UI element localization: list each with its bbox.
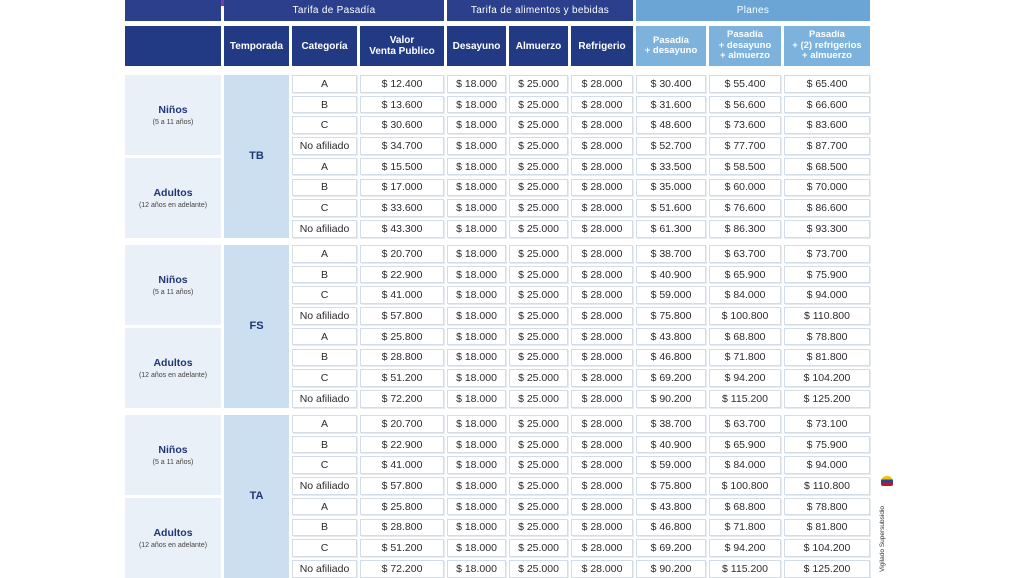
- age-group-subtitle: (5 a 11 años): [152, 288, 194, 296]
- table-cell-almuerzo: $ 25.000: [509, 116, 568, 134]
- table-cell-plan2: $ 100.800: [709, 477, 781, 495]
- table-cell-plan1: $ 40.900: [636, 266, 706, 284]
- table-cell-plan1: $ 59.000: [636, 286, 706, 304]
- table-cell-plan2: $ 100.800: [709, 307, 781, 325]
- table-cell-plan1: $ 43.800: [636, 328, 706, 346]
- table-cell-plan3: $ 93.300: [784, 220, 870, 238]
- age-group-title: Niños: [158, 273, 188, 286]
- table-cell-refrigerio: $ 28.000: [571, 307, 633, 325]
- table-cell-valor: $ 12.400: [360, 75, 444, 93]
- table-cell-desayuno: $ 18.000: [447, 266, 506, 284]
- column-header-plan3-line3: + almuerzo: [802, 50, 852, 62]
- age-group-subtitle: (5 a 11 años): [152, 118, 194, 126]
- table-cell-refrigerio: $ 28.000: [571, 179, 633, 197]
- age-group-title: Adultos: [153, 356, 193, 369]
- table-cell-categoria: No afiliado: [292, 560, 357, 578]
- group-header-dark-left: [125, 0, 221, 21]
- table-cell-refrigerio: $ 28.000: [571, 349, 633, 367]
- table-cell-valor: $ 25.800: [360, 498, 444, 516]
- table-cell-desayuno: $ 18.000: [447, 415, 506, 433]
- table-cell-plan1: $ 90.200: [636, 560, 706, 578]
- table-cell-plan1: $ 51.600: [636, 199, 706, 217]
- age-group-title: Niños: [158, 103, 188, 116]
- table-cell-almuerzo: $ 25.000: [509, 539, 568, 557]
- age-group-subtitle: (12 años en adelante): [138, 371, 208, 379]
- table-cell-plan3: $ 94.000: [784, 456, 870, 474]
- table-cell-categoria: C: [292, 456, 357, 474]
- table-cell-valor: $ 25.800: [360, 328, 444, 346]
- table-cell-refrigerio: $ 28.000: [571, 436, 633, 454]
- table-cell-plan3: $ 68.500: [784, 158, 870, 176]
- table-cell-plan1: $ 31.600: [636, 96, 706, 114]
- table-cell-almuerzo: $ 25.000: [509, 179, 568, 197]
- table-cell-categoria: A: [292, 75, 357, 93]
- table-cell-plan3: $ 86.600: [784, 199, 870, 217]
- table-cell-plan2: $ 56.600: [709, 96, 781, 114]
- table-cell-plan1: $ 46.800: [636, 519, 706, 537]
- table-cell-categoria: B: [292, 349, 357, 367]
- table-cell-refrigerio: $ 28.000: [571, 286, 633, 304]
- table-cell-valor: $ 22.900: [360, 266, 444, 284]
- age-group-title: Niños: [158, 443, 188, 456]
- vigilado-stamp: [876, 476, 900, 576]
- column-header-categoria: Categoría: [292, 26, 357, 66]
- table-cell-almuerzo: $ 25.000: [509, 245, 568, 263]
- table-cell-desayuno: $ 18.000: [447, 307, 506, 325]
- table-cell-plan3: $ 78.800: [784, 498, 870, 516]
- table-cell-categoria: B: [292, 179, 357, 197]
- table-cell-almuerzo: $ 25.000: [509, 390, 568, 408]
- header-blank: [125, 26, 221, 66]
- table-cell-desayuno: $ 18.000: [447, 75, 506, 93]
- table-cell-desayuno: $ 18.000: [447, 519, 506, 537]
- table-cell-almuerzo: $ 25.000: [509, 456, 568, 474]
- table-cell-refrigerio: $ 28.000: [571, 96, 633, 114]
- table-cell-valor: $ 34.700: [360, 137, 444, 155]
- table-cell-valor: $ 51.200: [360, 369, 444, 387]
- table-cell-categoria: C: [292, 199, 357, 217]
- column-header-valor-line2: Venta Publico: [369, 46, 435, 57]
- table-cell-plan1: $ 48.600: [636, 116, 706, 134]
- column-header-desayuno: Desayuno: [447, 26, 506, 66]
- table-cell-plan1: $ 43.800: [636, 498, 706, 516]
- table-cell-valor: $ 22.900: [360, 436, 444, 454]
- table-cell-refrigerio: $ 28.000: [571, 137, 633, 155]
- table-cell-refrigerio: $ 28.000: [571, 415, 633, 433]
- table-cell-categoria: A: [292, 415, 357, 433]
- table-cell-desayuno: $ 18.000: [447, 560, 506, 578]
- table-cell-plan2: $ 65.900: [709, 266, 781, 284]
- table-cell-valor: $ 28.800: [360, 349, 444, 367]
- season-cell-tb: TB: [224, 75, 289, 238]
- table-cell-plan1: $ 38.700: [636, 245, 706, 263]
- table-cell-plan1: $ 52.700: [636, 137, 706, 155]
- table-cell-plan3: $ 73.700: [784, 245, 870, 263]
- column-header-plan2-line1: Pasadía: [727, 29, 763, 41]
- table-cell-valor: $ 57.800: [360, 477, 444, 495]
- table-cell-refrigerio: $ 28.000: [571, 560, 633, 578]
- table-cell-valor: $ 30.600: [360, 116, 444, 134]
- table-cell-plan1: $ 59.000: [636, 456, 706, 474]
- table-cell-categoria: No afiliado: [292, 477, 357, 495]
- table-cell-plan3: $ 78.800: [784, 328, 870, 346]
- table-cell-refrigerio: $ 28.000: [571, 116, 633, 134]
- table-cell-valor: $ 72.200: [360, 390, 444, 408]
- table-cell-plan2: $ 68.800: [709, 328, 781, 346]
- group-header-planes: Planes: [636, 0, 870, 21]
- table-cell-desayuno: $ 18.000: [447, 369, 506, 387]
- column-header-plan2: [709, 26, 781, 66]
- age-group-subtitle: (5 a 11 años): [152, 458, 194, 466]
- table-cell-plan1: $ 69.200: [636, 369, 706, 387]
- table-cell-valor: $ 72.200: [360, 560, 444, 578]
- column-header-temporada: Temporada: [224, 26, 289, 66]
- table-cell-plan2: $ 55.400: [709, 75, 781, 93]
- table-cell-desayuno: $ 18.000: [447, 116, 506, 134]
- table-cell-plan2: $ 63.700: [709, 245, 781, 263]
- table-cell-valor: $ 17.000: [360, 179, 444, 197]
- table-cell-almuerzo: $ 25.000: [509, 286, 568, 304]
- table-cell-almuerzo: $ 25.000: [509, 519, 568, 537]
- table-cell-plan3: $ 87.700: [784, 137, 870, 155]
- table-cell-desayuno: $ 18.000: [447, 477, 506, 495]
- table-cell-desayuno: $ 18.000: [447, 179, 506, 197]
- table-cell-desayuno: $ 18.000: [447, 436, 506, 454]
- table-cell-valor: $ 13.600: [360, 96, 444, 114]
- table-cell-almuerzo: $ 25.000: [509, 560, 568, 578]
- table-cell-plan2: $ 115.200: [709, 390, 781, 408]
- table-cell-valor: $ 20.700: [360, 415, 444, 433]
- table-cell-almuerzo: $ 25.000: [509, 498, 568, 516]
- age-group-ninos: [125, 75, 221, 155]
- season-cell-ta: TA: [224, 415, 289, 578]
- table-cell-plan3: $ 94.000: [784, 286, 870, 304]
- table-cell-categoria: A: [292, 498, 357, 516]
- table-cell-desayuno: $ 18.000: [447, 390, 506, 408]
- table-cell-desayuno: $ 18.000: [447, 456, 506, 474]
- table-cell-desayuno: $ 18.000: [447, 137, 506, 155]
- table-cell-plan3: $ 75.900: [784, 266, 870, 284]
- age-group-adultos: [125, 158, 221, 238]
- table-cell-plan3: $ 81.800: [784, 349, 870, 367]
- table-cell-almuerzo: $ 25.000: [509, 328, 568, 346]
- group-header-alimentos: Tarifa de alimentos y bebidas: [447, 0, 633, 21]
- table-cell-almuerzo: $ 25.000: [509, 349, 568, 367]
- table-cell-plan2: $ 76.600: [709, 199, 781, 217]
- table-cell-plan3: $ 66.600: [784, 96, 870, 114]
- table-cell-plan1: $ 30.400: [636, 75, 706, 93]
- table-cell-categoria: A: [292, 328, 357, 346]
- column-header-plan2-line2: + desayuno: [718, 39, 772, 51]
- table-cell-valor: $ 33.600: [360, 199, 444, 217]
- table-cell-plan1: $ 75.800: [636, 307, 706, 325]
- table-cell-valor: $ 43.300: [360, 220, 444, 238]
- table-cell-plan1: $ 90.200: [636, 390, 706, 408]
- table-cell-almuerzo: $ 25.000: [509, 369, 568, 387]
- table-cell-categoria: B: [292, 266, 357, 284]
- table-cell-plan3: $ 81.800: [784, 519, 870, 537]
- column-header-plan2-line3: + almuerzo: [720, 50, 770, 62]
- table-cell-categoria: C: [292, 539, 357, 557]
- vigilado-text: Vigilado Supersubsidio: [879, 505, 886, 572]
- table-cell-desayuno: $ 18.000: [447, 199, 506, 217]
- table-cell-plan2: $ 94.200: [709, 539, 781, 557]
- table-cell-plan3: $ 104.200: [784, 369, 870, 387]
- table-cell-almuerzo: $ 25.000: [509, 75, 568, 93]
- table-cell-categoria: B: [292, 96, 357, 114]
- table-cell-refrigerio: $ 28.000: [571, 539, 633, 557]
- season-cell-fs: FS: [224, 245, 289, 408]
- table-cell-plan2: $ 77.700: [709, 137, 781, 155]
- table-cell-categoria: No afiliado: [292, 220, 357, 238]
- table-cell-desayuno: $ 18.000: [447, 96, 506, 114]
- table-cell-desayuno: $ 18.000: [447, 349, 506, 367]
- age-group-subtitle: (12 años en adelante): [138, 201, 208, 209]
- table-cell-plan1: $ 38.700: [636, 415, 706, 433]
- table-cell-desayuno: $ 18.000: [447, 286, 506, 304]
- table-cell-refrigerio: $ 28.000: [571, 75, 633, 93]
- table-cell-desayuno: $ 18.000: [447, 220, 506, 238]
- table-cell-plan3: $ 104.200: [784, 539, 870, 557]
- table-cell-almuerzo: $ 25.000: [509, 199, 568, 217]
- table-cell-categoria: A: [292, 245, 357, 263]
- column-header-almuerzo: Almuerzo: [509, 26, 568, 66]
- table-cell-almuerzo: $ 25.000: [509, 477, 568, 495]
- table-cell-plan2: $ 84.000: [709, 456, 781, 474]
- table-cell-categoria: No afiliado: [292, 137, 357, 155]
- table-cell-plan2: $ 63.700: [709, 415, 781, 433]
- table-cell-plan3: $ 83.600: [784, 116, 870, 134]
- table-cell-refrigerio: $ 28.000: [571, 220, 633, 238]
- table-cell-refrigerio: $ 28.000: [571, 245, 633, 263]
- column-header-plan1-line1: Pasadía: [653, 34, 689, 46]
- table-cell-plan2: $ 58.500: [709, 158, 781, 176]
- table-cell-plan2: $ 71.800: [709, 519, 781, 537]
- table-cell-plan1: $ 75.800: [636, 477, 706, 495]
- table-cell-plan2: $ 73.600: [709, 116, 781, 134]
- table-cell-plan1: $ 61.300: [636, 220, 706, 238]
- table-cell-plan2: $ 115.200: [709, 560, 781, 578]
- table-cell-plan3: $ 65.400: [784, 75, 870, 93]
- table-cell-categoria: A: [292, 158, 357, 176]
- table-cell-refrigerio: $ 28.000: [571, 456, 633, 474]
- table-cell-plan2: $ 86.300: [709, 220, 781, 238]
- table-cell-desayuno: $ 18.000: [447, 245, 506, 263]
- table-cell-refrigerio: $ 28.000: [571, 266, 633, 284]
- table-cell-valor: $ 15.500: [360, 158, 444, 176]
- table-cell-refrigerio: $ 28.000: [571, 158, 633, 176]
- table-cell-desayuno: $ 18.000: [447, 328, 506, 346]
- table-cell-plan1: $ 46.800: [636, 349, 706, 367]
- table-cell-plan2: $ 65.900: [709, 436, 781, 454]
- age-group-ninos: [125, 245, 221, 325]
- table-cell-plan1: $ 33.500: [636, 158, 706, 176]
- table-cell-plan2: $ 94.200: [709, 369, 781, 387]
- age-group-ninos: [125, 415, 221, 495]
- table-cell-plan3: $ 110.800: [784, 307, 870, 325]
- table-cell-plan2: $ 68.800: [709, 498, 781, 516]
- table-cell-plan2: $ 60.000: [709, 179, 781, 197]
- table-cell-plan2: $ 71.800: [709, 349, 781, 367]
- table-cell-almuerzo: $ 25.000: [509, 220, 568, 238]
- age-group-adultos: [125, 328, 221, 408]
- group-header-pasadia: Tarifa de Pasadía: [224, 0, 444, 21]
- table-cell-almuerzo: $ 25.000: [509, 96, 568, 114]
- column-header-plan1-line2: + desayuno: [644, 45, 698, 56]
- table-cell-valor: $ 51.200: [360, 539, 444, 557]
- table-cell-refrigerio: $ 28.000: [571, 328, 633, 346]
- table-cell-almuerzo: $ 25.000: [509, 415, 568, 433]
- table-cell-valor: $ 41.000: [360, 286, 444, 304]
- table-cell-plan1: $ 35.000: [636, 179, 706, 197]
- table-cell-refrigerio: $ 28.000: [571, 199, 633, 217]
- colombia-flag-logo-icon: [881, 476, 893, 486]
- table-cell-categoria: C: [292, 116, 357, 134]
- table-cell-almuerzo: $ 25.000: [509, 307, 568, 325]
- age-group-title: Adultos: [153, 526, 193, 539]
- table-cell-plan1: $ 69.200: [636, 539, 706, 557]
- table-cell-refrigerio: $ 28.000: [571, 477, 633, 495]
- column-header-plan3-line2: + (2) refrigerios: [792, 39, 862, 51]
- table-cell-desayuno: $ 18.000: [447, 158, 506, 176]
- table-cell-categoria: C: [292, 369, 357, 387]
- column-header-valor-line1: Valor: [389, 35, 415, 46]
- table-cell-valor: $ 20.700: [360, 245, 444, 263]
- table-cell-refrigerio: $ 28.000: [571, 369, 633, 387]
- table-cell-refrigerio: $ 28.000: [571, 519, 633, 537]
- table-cell-desayuno: $ 18.000: [447, 539, 506, 557]
- column-header-valor: [360, 26, 444, 66]
- table-cell-refrigerio: $ 28.000: [571, 498, 633, 516]
- table-cell-plan3: $ 125.200: [784, 560, 870, 578]
- table-cell-categoria: B: [292, 436, 357, 454]
- table-cell-plan3: $ 70.000: [784, 179, 870, 197]
- table-cell-plan3: $ 75.900: [784, 436, 870, 454]
- table-cell-plan3: $ 125.200: [784, 390, 870, 408]
- column-header-plan3: [784, 26, 870, 66]
- table-cell-categoria: No afiliado: [292, 307, 357, 325]
- age-group-adultos: [125, 498, 221, 578]
- column-header-plan3-line1: Pasadía: [809, 29, 845, 41]
- table-cell-almuerzo: $ 25.000: [509, 137, 568, 155]
- column-header-refrigerio: Refrigerio: [571, 26, 633, 66]
- table-cell-valor: $ 57.800: [360, 307, 444, 325]
- age-group-subtitle: (12 años en adelante): [138, 541, 208, 549]
- table-cell-valor: $ 28.800: [360, 519, 444, 537]
- table-cell-almuerzo: $ 25.000: [509, 158, 568, 176]
- age-group-title: Adultos: [153, 186, 193, 199]
- table-cell-categoria: B: [292, 519, 357, 537]
- table-cell-plan1: $ 40.900: [636, 436, 706, 454]
- table-cell-plan3: $ 73.100: [784, 415, 870, 433]
- column-header-plan1: [636, 26, 706, 66]
- table-cell-almuerzo: $ 25.000: [509, 266, 568, 284]
- table-cell-valor: $ 41.000: [360, 456, 444, 474]
- table-cell-refrigerio: $ 28.000: [571, 390, 633, 408]
- table-cell-plan2: $ 84.000: [709, 286, 781, 304]
- table-cell-desayuno: $ 18.000: [447, 498, 506, 516]
- table-cell-plan3: $ 110.800: [784, 477, 870, 495]
- table-cell-categoria: C: [292, 286, 357, 304]
- table-cell-categoria: No afiliado: [292, 390, 357, 408]
- table-cell-almuerzo: $ 25.000: [509, 436, 568, 454]
